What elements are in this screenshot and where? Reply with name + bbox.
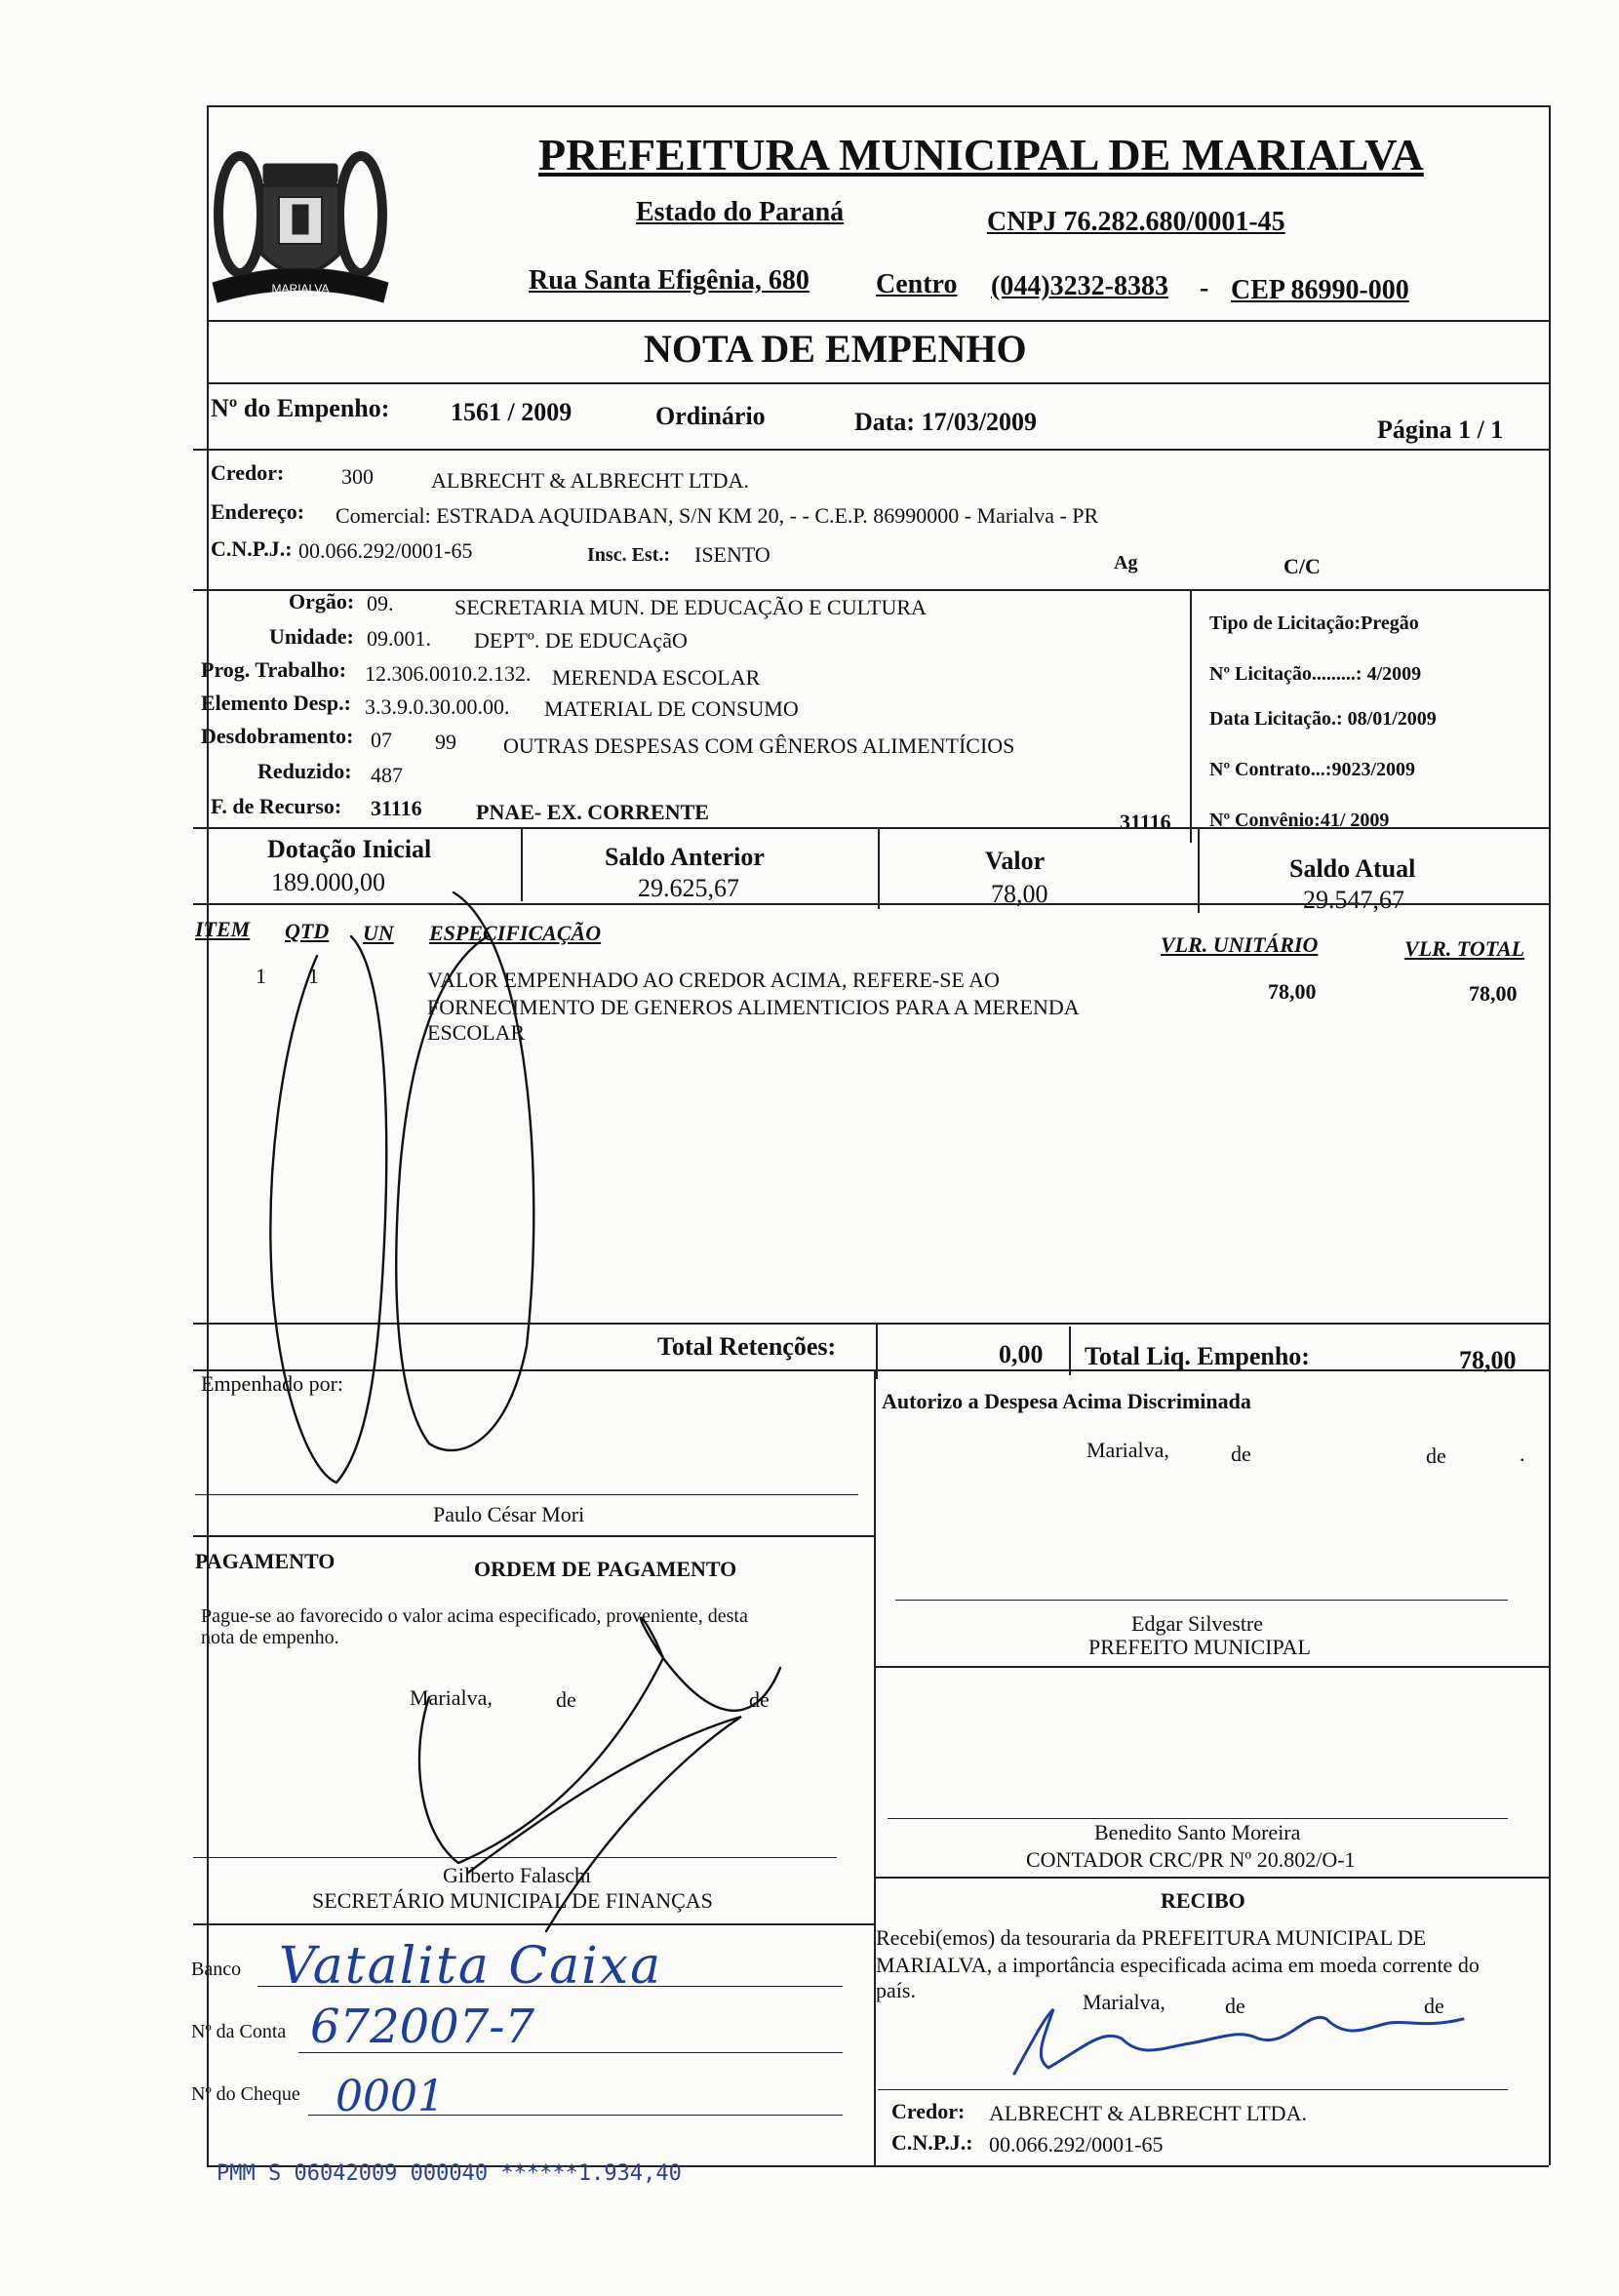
banco-label: Banco <box>191 1959 242 1980</box>
agency-label: Ag <box>1114 552 1138 574</box>
pagamento-signature-stroke <box>419 1618 780 1863</box>
contador-title: CONTADOR CRC/PR Nº 20.802/O-1 <box>1026 1847 1356 1872</box>
empenhado-label: Empenhado por: <box>201 1371 344 1396</box>
ordem-pagamento-label: ORDEM DE PAGAMENTO <box>474 1557 737 1581</box>
item-desc-line1: VALOR EMPENHADO AO CREDOR ACIMA, REFERE-SE AO <box>427 968 1000 992</box>
credor-cnpj: 00.066.292/0001-65 <box>298 538 473 563</box>
recibo-credor-label: Credor: <box>891 2099 966 2123</box>
autorizo-de1: de <box>1231 1442 1251 1466</box>
item-number: 1 <box>256 964 266 988</box>
fonte-code-right: 31116 <box>1120 810 1171 834</box>
prefeito-title: PREFEITO MUNICIPAL <box>1088 1635 1311 1659</box>
desdobramento-label: Desdobramento: <box>201 724 354 748</box>
licitacao-number: Nº Licitação.........: 4/2009 <box>1209 663 1422 685</box>
secretario-name: Gilberto Falaschi <box>443 1863 592 1887</box>
state-name: Estado do Paraná <box>636 197 845 227</box>
pagamento-de2: de <box>749 1687 770 1712</box>
secretario-title: SECRETÁRIO MUNICIPAL DE FINANÇAS <box>312 1888 713 1913</box>
municipality-title: PREFEITURA MUNICIPAL DE MARIALVA <box>538 130 1424 179</box>
recibo-text-line3: país. <box>876 1978 916 2002</box>
banco-handwritten: Vatalita Caixa <box>279 1937 663 1996</box>
document-title: NOTA DE EMPENHO <box>644 327 1027 371</box>
col-especificacao: ESPECIFICAÇÃO <box>429 921 602 945</box>
autorizo-label: Autorizo a Despesa Acima Discriminada <box>882 1389 1251 1413</box>
desdobramento-a: 07 <box>371 728 392 752</box>
recibo-cnpj-value: 00.066.292/0001-65 <box>989 2132 1164 2157</box>
desdobramento-b: 99 <box>435 730 456 754</box>
empenho-type: Ordinário <box>655 402 766 430</box>
elemento-code: 3.3.9.0.30.00.00. <box>365 694 510 719</box>
conta-label: Nº da Conta <box>191 2021 287 2042</box>
unidade-code: 09.001. <box>367 626 431 651</box>
header-dash: - <box>1200 273 1209 303</box>
autorizo-city: Marialva, <box>1086 1438 1169 1462</box>
item-desc-line2: FORNECIMENTO DE GENEROS ALIMENTICIOS PARA A MERENDA <box>427 995 1080 1019</box>
credor-code: 300 <box>341 464 374 489</box>
licitacao-date: Data Licitação.: 08/01/2009 <box>1209 708 1437 730</box>
col-vlr-unitario: VLR. UNITÁRIO <box>1161 932 1319 957</box>
total-retencoes-label: Total Retenções: <box>657 1332 837 1361</box>
item-qty: 1 <box>308 964 319 988</box>
total-retencoes-value: 0,00 <box>999 1340 1044 1368</box>
cheque-handwritten: 0001 <box>336 2072 445 2121</box>
recibo-cnpj-label: C.N.P.J.: <box>891 2130 973 2155</box>
elemento-label: Elemento Desp.: <box>201 691 351 715</box>
col-vlr-total: VLR. TOTAL <box>1404 936 1525 961</box>
recibo-text-line2: MARIALVA, a importância especificada acima em moeda corrente do <box>876 1953 1480 1977</box>
dotacao-value: 189.000,00 <box>271 868 385 896</box>
prog-code: 12.306.0010.2.132. <box>365 661 532 686</box>
empenho-date: Data: 17/03/2009 <box>854 408 1038 436</box>
credor-label: Credor: <box>211 460 285 485</box>
licitacao-type: Tipo de Licitação:Pregão <box>1209 613 1419 634</box>
account-label: C/C <box>1283 554 1321 578</box>
unidade-label: Unidade: <box>269 624 354 649</box>
fonte-label: F. de Recurso: <box>211 794 342 818</box>
header-street: Rua Santa Efigênia, 680 <box>529 265 810 296</box>
saldo-atual-value: 29.547,67 <box>1303 886 1404 914</box>
orgao-code: 09. <box>367 591 394 615</box>
recibo-text-line1: Recebi(emos) da tesouraria da PREFEITURA MUNICIPAL DE <box>876 1925 1427 1950</box>
fonte-name: PNAE- EX. CORRENTE <box>476 800 709 824</box>
cheque-label: Nº do Cheque <box>191 2083 300 2105</box>
credor-name: ALBRECHT & ALBRECHT LTDA. <box>431 468 749 493</box>
convenio-number: Nº Convênio:41/ 2009 <box>1209 810 1390 831</box>
empenho-signature-stroke <box>270 936 386 1483</box>
valor-value: 78,00 <box>991 880 1048 908</box>
orgao-label: Orgão: <box>289 589 355 614</box>
elemento-name: MATERIAL DE CONSUMO <box>544 696 799 721</box>
header-phone: (044)3232-8383 <box>991 271 1168 301</box>
municipal-seal <box>203 137 398 312</box>
seal-banner-text: MARIALVA <box>271 282 330 296</box>
prog-name: MERENDA ESCOLAR <box>552 665 761 690</box>
autorizo-dot: . <box>1520 1442 1525 1466</box>
recibo-de2: de <box>1424 1994 1444 2018</box>
dotacao-label: Dotação Inicial <box>267 835 432 863</box>
address-label: Endereço: <box>211 499 305 524</box>
saldo-anterior-value: 29.625,67 <box>638 874 739 902</box>
valor-label: Valor <box>985 847 1046 875</box>
col-item: ITEM <box>195 917 251 941</box>
reduzido-value: 487 <box>371 763 403 787</box>
recibo-city: Marialva, <box>1083 1990 1165 2014</box>
reduzido-label: Reduzido: <box>257 759 352 783</box>
empenho-number-label: Nº do Empenho: <box>211 394 390 422</box>
credor-cnpj-label: C.N.P.J.: <box>211 536 293 561</box>
pagamento-text-line1: Pague-se ao favorecido o valor acima especificado, proveniente, desta <box>201 1605 748 1627</box>
orgao-name: SECRETARIA MUN. DE EDUCAÇÃO E CULTURA <box>454 595 927 619</box>
header-cnpj: CNPJ 76.282.680/0001-45 <box>987 207 1285 237</box>
desdobramento-name: OUTRAS DESPESAS COM GÊNEROS ALIMENTÍCIOS <box>503 733 1015 758</box>
insc-value: ISENTO <box>694 542 770 567</box>
prog-label: Prog. Trabalho: <box>201 657 347 682</box>
total-liquido-value: 78,00 <box>1459 1346 1517 1374</box>
page-number: Página 1 / 1 <box>1377 416 1504 444</box>
mechanical-stamp: PMM S 06042009 000040 ******1.934,40 <box>217 2161 682 2186</box>
saldo-atual-label: Saldo Atual <box>1289 854 1416 883</box>
item-desc-line3: ESCOLAR <box>427 1020 526 1045</box>
contador-name: Benedito Santo Moreira <box>1094 1820 1301 1844</box>
header-district: Centro <box>876 269 958 299</box>
total-liquido-label: Total Liq. Empenho: <box>1085 1342 1310 1370</box>
unidade-name: DEPTº. DE EDUCAçãO <box>474 628 688 653</box>
recibo-credor-name: ALBRECHT & ALBRECHT LTDA. <box>989 2101 1307 2125</box>
item-unit-value: 78,00 <box>1268 979 1317 1004</box>
recibo-de1: de <box>1225 1994 1245 2018</box>
col-un: UN <box>363 921 394 945</box>
pagamento-city: Marialva, <box>410 1685 493 1710</box>
pagamento-label: PAGAMENTO <box>195 1549 336 1573</box>
empenho-number: 1561 / 2009 <box>451 398 573 426</box>
autorizo-de2: de <box>1426 1444 1446 1468</box>
col-qtd: QTD <box>285 919 330 943</box>
pagamento-text-line2: nota de empenho. <box>201 1627 339 1648</box>
insc-label: Insc. Est.: <box>587 544 671 566</box>
empenhado-name: Paulo César Mori <box>433 1502 585 1526</box>
contrato-number: Nº Contrato...:9023/2009 <box>1209 759 1416 780</box>
header-cep: CEP 86990-000 <box>1231 275 1409 305</box>
conta-handwritten: 672007-7 <box>310 1999 534 2054</box>
item-total-value: 78,00 <box>1469 981 1518 1006</box>
pagamento-de1: de <box>556 1687 576 1712</box>
fonte-code: 31116 <box>371 796 422 820</box>
saldo-anterior-label: Saldo Anterior <box>605 843 765 871</box>
prefeito-name: Edgar Silvestre <box>1131 1611 1264 1636</box>
recibo-label: RECIBO <box>1161 1888 1245 1913</box>
credor-address: Comercial: ESTRADA AQUIDABAN, S/N KM 20, - - C.E.P. 86990000 - Marialva - PR <box>336 503 1099 528</box>
